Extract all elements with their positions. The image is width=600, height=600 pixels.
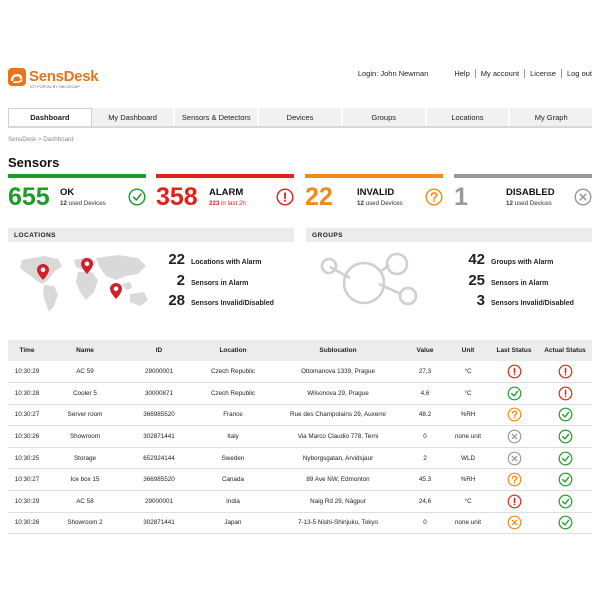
table-row[interactable] — [8, 383, 592, 405]
alarm-count: 358 — [156, 183, 198, 211]
cell-value: 0 — [404, 426, 446, 448]
cell-actual-status — [538, 426, 592, 448]
cell-unit: °C — [446, 383, 490, 405]
cell-last-status — [490, 426, 538, 448]
cell-id: 29000001 — [124, 361, 194, 383]
top-navigation — [358, 69, 592, 78]
cell-location: Italy — [194, 426, 272, 448]
cell-id: 652924144 — [124, 447, 194, 469]
stat-locations-alarm[interactable]: 22 Locations with Alarm — [168, 251, 262, 268]
map-pin-icon[interactable] — [37, 264, 49, 285]
table-row[interactable] — [8, 491, 592, 513]
check-icon — [558, 494, 573, 509]
cell-actual-status — [538, 404, 592, 426]
check-icon — [507, 386, 522, 401]
invalid-card[interactable] — [305, 174, 443, 212]
cell-location: France — [194, 404, 272, 426]
col-value[interactable]: Value — [404, 340, 446, 361]
col-sublocation[interactable]: Sublocation — [272, 340, 404, 361]
cell-last-status — [490, 404, 538, 426]
cell-id: 302871441 — [124, 426, 194, 448]
stat-group-sensors-invalid[interactable]: 3 Sensors Invalid/Disabled — [476, 292, 574, 309]
col-location[interactable]: Location — [194, 340, 272, 361]
alarm-icon — [558, 364, 573, 379]
cell-actual-status — [538, 361, 592, 383]
table-row[interactable] — [8, 361, 592, 383]
my-account-link[interactable]: My account — [480, 69, 520, 78]
nav-divider — [561, 69, 562, 78]
tab-devices[interactable]: Devices — [259, 108, 343, 126]
stat-sensors-invalid[interactable]: 28 Sensors Invalid/Disabled — [168, 292, 274, 309]
cell-sublocation: Ottomanova 1339, Prague — [272, 361, 404, 383]
cross-icon — [507, 429, 522, 444]
stat-group-sensors-alarm[interactable]: 25 Sensors in Alarm — [468, 271, 549, 289]
cell-sublocation: 7-13-5 Nishi-Shinjuku, Tokyo — [272, 512, 404, 534]
license-link[interactable]: License — [530, 69, 556, 78]
cell-location: Sweden — [194, 447, 272, 469]
question-icon — [507, 407, 522, 422]
cell-time: 10:30:26 — [8, 512, 46, 534]
disabled-subtext: 12 used Devices — [506, 200, 552, 207]
cell-time: 10:30:29 — [8, 491, 46, 513]
groups-panel-header: GROUPS — [306, 228, 592, 242]
check-icon — [558, 515, 573, 530]
cell-location: Czech Republic — [194, 383, 272, 405]
tab-locations[interactable]: Locations — [427, 108, 511, 126]
ok-label: OK — [60, 187, 75, 198]
tab-dashboard[interactable]: Dashboard — [8, 108, 92, 126]
login-info: Login: John Newman — [357, 69, 429, 78]
check-icon — [128, 188, 146, 206]
cell-id: 29000001 — [124, 491, 194, 513]
header — [0, 0, 600, 100]
cell-time: 10:30:28 — [8, 383, 46, 405]
cell-name: Storage — [46, 447, 124, 469]
invalid-subtext: 12 used Devices — [357, 200, 403, 207]
cross-icon — [507, 451, 522, 466]
check-icon — [558, 429, 573, 444]
cell-last-status — [490, 447, 538, 469]
logo-mark-icon — [8, 68, 26, 86]
cell-time: 10:30:27 — [8, 469, 46, 491]
cell-sublocation: Wilsonova 29, Prague — [272, 383, 404, 405]
cell-location: Canada — [194, 469, 272, 491]
table-row[interactable] — [8, 404, 592, 426]
cell-last-status — [490, 491, 538, 513]
breadcrumb: SensDesk > Dashboard — [8, 136, 74, 143]
cross-icon — [574, 188, 592, 206]
cell-last-status — [490, 383, 538, 405]
table-header-row — [8, 340, 592, 361]
cell-unit: WLD — [446, 447, 490, 469]
table-row[interactable] — [8, 469, 592, 491]
tab-groups[interactable]: Groups — [343, 108, 427, 126]
cell-actual-status — [538, 512, 592, 534]
tab-sensors-detectors[interactable]: Sensors & Detectors — [175, 108, 259, 126]
table-row[interactable] — [8, 426, 592, 448]
cell-sublocation: 89 Ave NW, Edmonton — [272, 469, 404, 491]
cell-name: AC 59 — [46, 361, 124, 383]
cell-actual-status — [538, 491, 592, 513]
logo-tagline: IOT PORTAL BY HW GROUP — [30, 85, 80, 89]
col-time[interactable]: Time — [8, 340, 46, 361]
disabled-count: 1 — [454, 183, 468, 211]
col-name[interactable]: Name — [46, 340, 124, 361]
cell-value: 48.2 — [404, 404, 446, 426]
alarm-icon — [507, 494, 522, 509]
alarm-icon — [276, 188, 294, 206]
locations-panel-header: LOCATIONS — [8, 228, 294, 242]
check-icon — [558, 407, 573, 422]
cell-id: 366985520 — [124, 469, 194, 491]
check-icon — [558, 472, 573, 487]
cell-sublocation: Nyborgsgatan, Arvidsjaur — [272, 447, 404, 469]
ok-count: 655 — [8, 183, 50, 211]
cell-value: 0 — [404, 512, 446, 534]
table-row[interactable] — [8, 447, 592, 469]
map-pin-icon[interactable] — [81, 258, 93, 279]
tab-my-dashboard[interactable]: My Dashboard — [92, 108, 176, 126]
cell-value: 27,3 — [404, 361, 446, 383]
cell-actual-status — [538, 469, 592, 491]
ok-card[interactable] — [8, 174, 146, 212]
cell-unit: none unit — [446, 512, 490, 534]
cell-time: 10:30:29 — [8, 361, 46, 383]
sensdesk-logo[interactable] — [8, 68, 99, 89]
cell-unit: °C — [446, 361, 490, 383]
cell-id: 30000871 — [124, 383, 194, 405]
cell-time: 10:30:27 — [8, 404, 46, 426]
col-last-status[interactable]: Last Status — [490, 340, 538, 361]
cell-name: Ice box 15 — [46, 469, 124, 491]
cross-icon — [507, 515, 522, 530]
cell-location: Japan — [194, 512, 272, 534]
cell-actual-status — [538, 447, 592, 469]
stat-groups-alarm[interactable]: 42 Groups with Alarm — [468, 251, 554, 268]
check-icon — [558, 451, 573, 466]
cell-sublocation: Naig Rd 29, Nāgpur — [272, 491, 404, 513]
status-cards — [8, 174, 592, 214]
cell-name: Cooler 5 — [46, 383, 124, 405]
table-body — [8, 361, 592, 534]
nav-divider — [524, 69, 525, 78]
cell-value: 45.3 — [404, 469, 446, 491]
locations-stats — [165, 251, 274, 313]
cell-name: Showroom 2 — [46, 512, 124, 534]
cell-value: 4,6 — [404, 383, 446, 405]
invalid-label: INVALID — [357, 187, 395, 198]
cell-last-status — [490, 469, 538, 491]
cell-time: 10:30:25 — [8, 447, 46, 469]
col-actual-status[interactable]: Actual Status — [538, 340, 592, 361]
cell-location: Czech Republic — [194, 361, 272, 383]
question-icon — [425, 188, 443, 206]
cell-location: India — [194, 491, 272, 513]
map-pin-icon[interactable] — [110, 283, 122, 304]
cell-value: 24,6 — [404, 491, 446, 513]
col-unit[interactable]: Unit — [446, 340, 490, 361]
nav-divider — [475, 69, 476, 78]
logo-text: SensDesk — [29, 68, 99, 85]
ok-subtext: 12 used Devices — [60, 200, 106, 207]
stat-sensors-alarm[interactable]: 2 Sensors in Alarm — [176, 271, 249, 289]
groups-stats — [462, 251, 574, 313]
cell-value: 2 — [404, 447, 446, 469]
cell-last-status — [490, 361, 538, 383]
main-tabs — [8, 108, 592, 128]
disabled-card[interactable] — [454, 174, 592, 212]
alarm-icon — [507, 364, 522, 379]
alarm-subtext: 223 in last 2h — [209, 200, 246, 207]
cell-name: AC 58 — [46, 491, 124, 513]
cell-unit: °C — [446, 491, 490, 513]
sensors-table — [8, 340, 592, 534]
cell-unit: %RH — [446, 469, 490, 491]
cell-actual-status — [538, 383, 592, 405]
cell-id: 366985520 — [124, 404, 194, 426]
logout-link[interactable]: Log out — [566, 69, 592, 78]
cell-name: Showroom — [46, 426, 124, 448]
cell-unit: none unit — [446, 426, 490, 448]
alarm-icon — [558, 386, 573, 401]
cell-time: 10:30:26 — [8, 426, 46, 448]
table-row[interactable] — [8, 512, 592, 534]
col-id[interactable]: ID — [124, 340, 194, 361]
cell-last-status — [490, 512, 538, 534]
alarm-card[interactable] — [156, 174, 294, 212]
page-title: Sensors — [8, 155, 60, 170]
help-link[interactable]: Help — [454, 69, 470, 78]
tab-my-graph[interactable]: My Graph — [510, 108, 592, 126]
alarm-label: ALARM — [209, 187, 244, 198]
groups-network-icon — [320, 250, 422, 310]
cell-id: 302871441 — [124, 512, 194, 534]
cell-unit: %RH — [446, 404, 490, 426]
cell-sublocation: Rue des Champolains 29, Auxerre — [272, 404, 404, 426]
cell-name: Server room — [46, 404, 124, 426]
invalid-count: 22 — [305, 183, 333, 211]
question-icon — [507, 472, 522, 487]
cell-sublocation: Via Marco Claudio 778, Terni — [272, 426, 404, 448]
disabled-label: DISABLED — [506, 187, 555, 198]
